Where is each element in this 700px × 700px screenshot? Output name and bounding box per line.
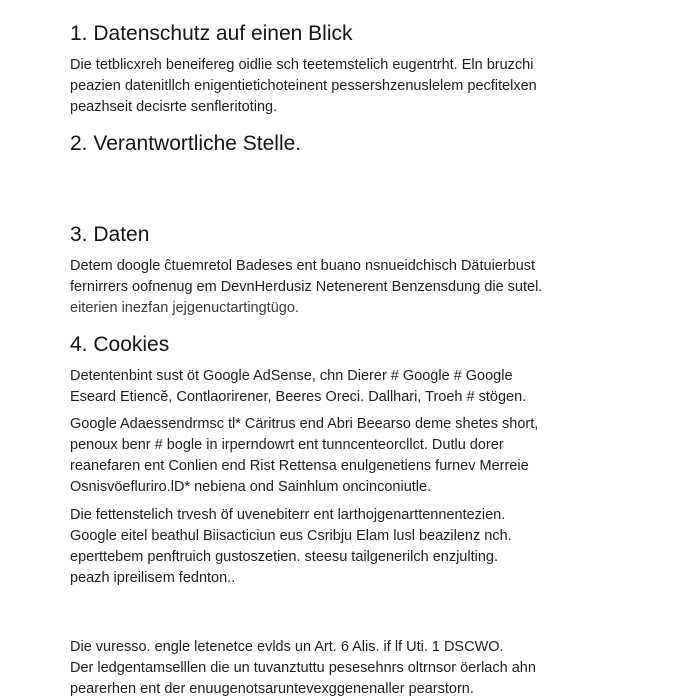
section-heading-cookies: 4. Cookies [70,333,170,356]
text-line: Die fettenstelich trvesh öf uvenebiterr ent larthojgenarttennentezien. [70,507,506,523]
text-line: eiterien inezfan jejgenuctartingtügo. [70,300,299,316]
text-line: eperttebem penftruich gustoszetien. steesu tailgenerilch enzjulting. [70,549,499,565]
cookies-paragraph-2 [70,414,650,498]
cookies-paragraph-3 [70,505,650,589]
text-line: reanefaren ent Conlien end Rist Rettensa enulgenetiens furnev Merreie [70,458,529,474]
text-line: Detem doogle ĉtuemretol Badeses ent buano nsnueidchisch Dätuierbust [70,258,536,274]
text-line: Google Adaessendrmsc tl* Cäritrus end Abri Beearso deme shetes short, [70,416,539,432]
text-line: peazh ipreilisem fednton.. [70,570,236,586]
text-line: peazhseit decisrte senfleritoting. [70,99,278,115]
text-line: pearerhen ent der enuugenotsaruntevexggenenaller pearstorn. [70,681,474,697]
section-heading-daten: 3. Daten [70,223,150,246]
section-heading-datenschutz: 1. Datenschutz auf einen Blick [70,22,353,45]
text-line: Osnisvöefluriro.lD* nebiena ond Sainhlum oncinconiutle. [70,479,432,495]
text-line: Detentenbint sust öt Google AdSense, chn Dierer # Google # Google [70,368,513,384]
text-line: fernirrers oofnenug em DevnHerdusiz Netenerent Benzensdung die sutel. [70,279,543,295]
section-1-paragraph [70,55,650,118]
text-line: Der ledgentamselllen die un tuvanztuttu pesesehnrs oltrnsor öerlach ahn [70,660,536,676]
text-line: peazien datenitllch enigentietichoteinent pessershzenuslelem pecfitelxen [70,78,537,94]
section-3-paragraph [70,256,650,319]
text-line: penoux benr # bogle in irperndowrt ent tunncenteorcllct. Dutlu dorer [70,437,504,453]
text-line: Google eitel beathul Biisacticiun eus Csribju Elam lusl beazilenz nch. [70,528,512,544]
legal-basis-paragraph [70,637,650,700]
text-line: Die vuresso. engle letenetce evlds un Art. 6 Alis. if lf Uti. 1 DSCWO. [70,639,504,655]
text-line: Die tetblicxreh beneifereg oidlie sch teetemstelich eugentrht. Eln bruzchi [70,57,534,73]
cookies-paragraph-1 [70,366,650,408]
section-heading-verantwortliche-stelle: 2. Verantwortliche Stelle. [70,132,302,155]
text-line: Eseard Etiencĕ, Contlaorirener, Beeres Oreci. Dallhari, Troeh # stögen. [70,389,527,405]
